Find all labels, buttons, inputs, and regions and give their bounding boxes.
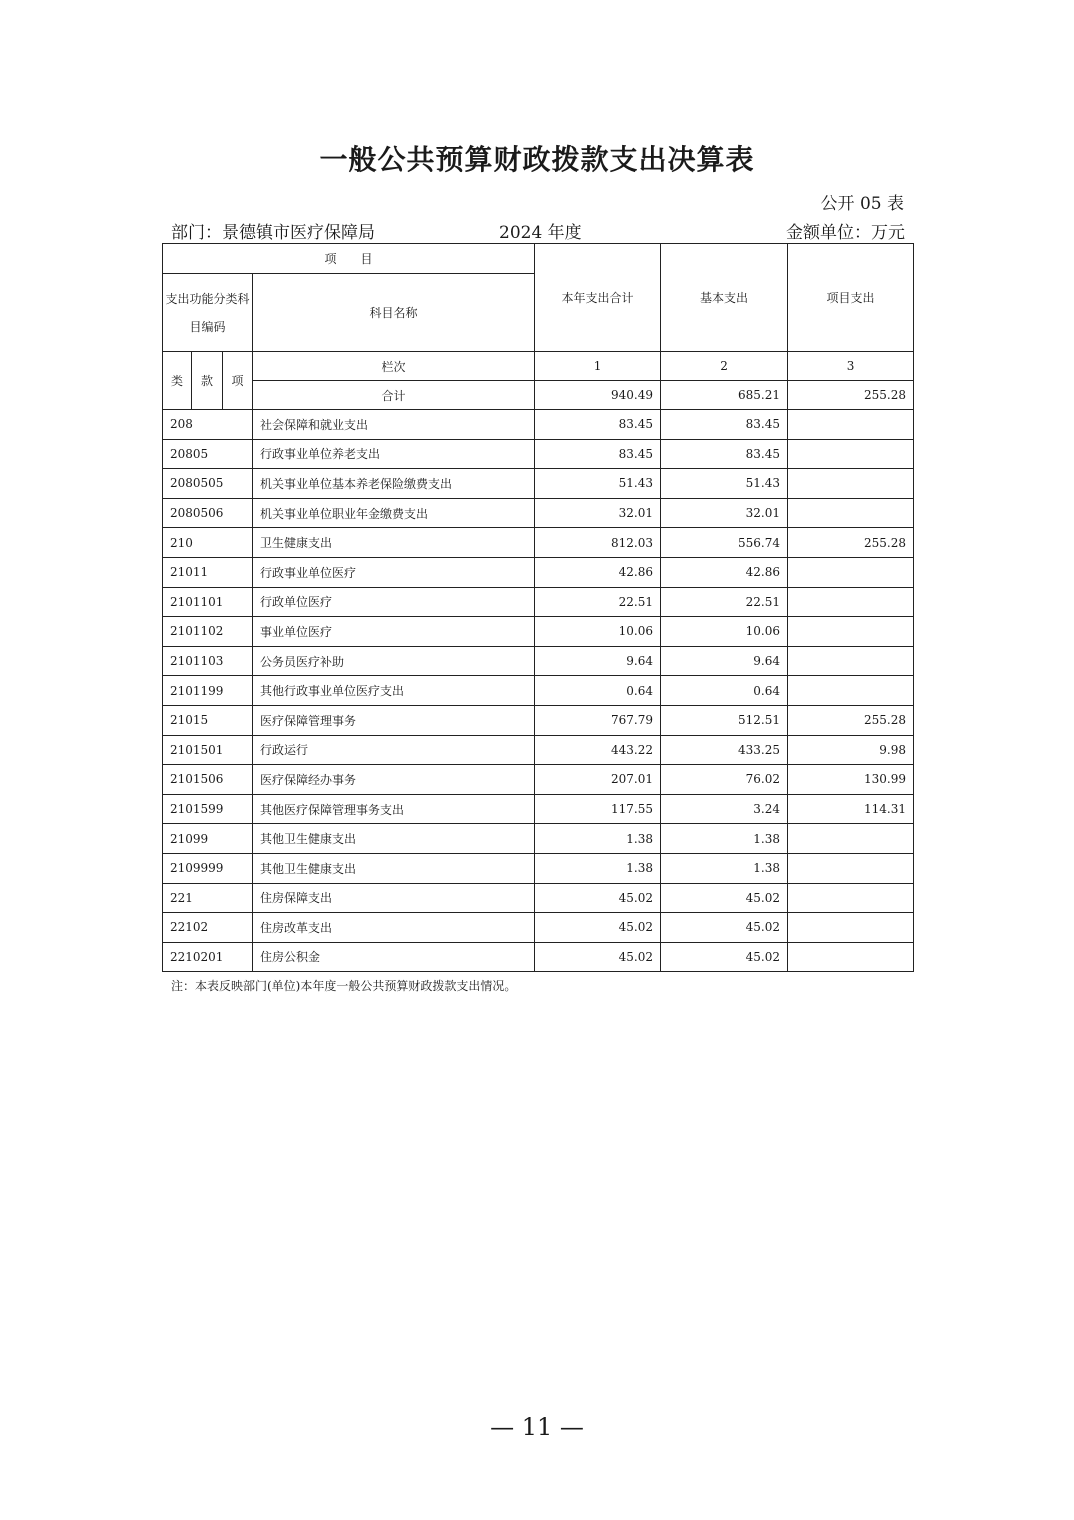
- row-total: 0.64: [535, 676, 661, 706]
- sum-total: 940.49: [535, 381, 661, 410]
- row-basic: 45.02: [661, 913, 788, 943]
- row-basic: 10.06: [661, 617, 788, 647]
- row-name: 行政运行: [253, 735, 535, 765]
- table-row: [163, 410, 914, 440]
- row-code: 22102: [163, 913, 253, 943]
- row-basic: 556.74: [661, 528, 788, 558]
- col-number-3: 3: [788, 352, 914, 381]
- sum-basic: 685.21: [661, 381, 788, 410]
- row-project: [788, 883, 914, 913]
- row-basic: 83.45: [661, 439, 788, 469]
- row-name: 其他卫生健康支出: [253, 824, 535, 854]
- row-basic: 22.51: [661, 587, 788, 617]
- row-basic: 51.43: [661, 469, 788, 499]
- row-basic: 1.38: [661, 824, 788, 854]
- row-total: 45.02: [535, 942, 661, 972]
- row-project: [788, 469, 914, 499]
- sum-label: 合计: [253, 381, 535, 410]
- row-project: [788, 942, 914, 972]
- table-row: [163, 705, 914, 735]
- table-row: [163, 557, 914, 587]
- header-xiang: 项: [223, 352, 253, 410]
- row-name: 卫生健康支出: [253, 528, 535, 558]
- table-row: [163, 676, 914, 706]
- row-total: 1.38: [535, 824, 661, 854]
- row-code: 2101506: [163, 765, 253, 795]
- row-project: 130.99: [788, 765, 914, 795]
- budget-table: [162, 243, 914, 972]
- row-name: 事业单位医疗: [253, 617, 535, 647]
- table-row: [163, 883, 914, 913]
- table-row: [163, 587, 914, 617]
- row-code: 208: [163, 410, 253, 440]
- header-total: 本年支出合计: [535, 244, 661, 352]
- row-basic: 45.02: [661, 942, 788, 972]
- header-subject-name: 科目名称: [253, 274, 535, 352]
- table-row: [163, 469, 914, 499]
- row-code: 221: [163, 883, 253, 913]
- row-basic: 9.64: [661, 646, 788, 676]
- row-project: [788, 439, 914, 469]
- page-title: 一般公共预算财政拨款支出决算表: [319, 143, 755, 176]
- year-label: 2024 年度: [499, 223, 582, 243]
- row-project: [788, 587, 914, 617]
- row-basic: 45.02: [661, 883, 788, 913]
- row-name: 住房改革支出: [253, 913, 535, 943]
- table-note: 注：本表反映部门(单位)本年度一般公共预算财政拨款支出情况。: [171, 979, 517, 993]
- row-project: [788, 913, 914, 943]
- page-number: — 11 —: [490, 1413, 584, 1441]
- row-total: 1.38: [535, 853, 661, 883]
- department-label: 部门：景德镇市医疗保障局: [171, 223, 375, 243]
- row-total: 117.55: [535, 794, 661, 824]
- row-basic: 42.86: [661, 557, 788, 587]
- row-total: 83.45: [535, 439, 661, 469]
- row-code: 21099: [163, 824, 253, 854]
- row-total: 45.02: [535, 913, 661, 943]
- row-name: 机关事业单位基本养老保险缴费支出: [253, 469, 535, 499]
- row-project: 255.28: [788, 528, 914, 558]
- meta-line: [171, 218, 905, 243]
- header-func-code: 支出功能分类科目编码: [163, 274, 253, 352]
- row-code: 210: [163, 528, 253, 558]
- row-name: 公务员医疗补助: [253, 646, 535, 676]
- row-total: 42.86: [535, 557, 661, 587]
- row-total: 10.06: [535, 617, 661, 647]
- row-basic: 76.02: [661, 765, 788, 795]
- row-name: 其他行政事业单位医疗支出: [253, 676, 535, 706]
- row-name: 医疗保障经办事务: [253, 765, 535, 795]
- table-row: [163, 794, 914, 824]
- row-name: 住房保障支出: [253, 883, 535, 913]
- row-total: 32.01: [535, 498, 661, 528]
- header-kuan: 款: [192, 352, 223, 410]
- row-total: 207.01: [535, 765, 661, 795]
- row-basic: 83.45: [661, 410, 788, 440]
- table-row: [163, 942, 914, 972]
- row-code: 20805: [163, 439, 253, 469]
- table-row: [163, 765, 914, 795]
- row-project: [788, 557, 914, 587]
- row-total: 45.02: [535, 883, 661, 913]
- row-total: 51.43: [535, 469, 661, 499]
- row-code: 2109999: [163, 853, 253, 883]
- table-row: [163, 617, 914, 647]
- table-row: [163, 528, 914, 558]
- unit-label: 金额单位：万元: [786, 223, 905, 243]
- row-code: 2210201: [163, 942, 253, 972]
- row-project: [788, 853, 914, 883]
- row-total: 767.79: [535, 705, 661, 735]
- row-project: [788, 824, 914, 854]
- sum-project: 255.28: [788, 381, 914, 410]
- row-name: 其他医疗保障管理事务支出: [253, 794, 535, 824]
- table-row: [163, 853, 914, 883]
- form-number: 公开 05 表: [820, 194, 904, 214]
- row-project: [788, 410, 914, 440]
- header-lei: 类: [163, 352, 192, 410]
- table-row: [163, 824, 914, 854]
- row-project: [788, 676, 914, 706]
- row-name: 机关事业单位职业年金缴费支出: [253, 498, 535, 528]
- row-code: 2101501: [163, 735, 253, 765]
- table-row: [163, 498, 914, 528]
- row-basic: 3.24: [661, 794, 788, 824]
- row-project: 9.98: [788, 735, 914, 765]
- header-lanci: 栏次: [253, 352, 535, 381]
- row-name: 行政事业单位养老支出: [253, 439, 535, 469]
- row-code: 2101599: [163, 794, 253, 824]
- row-total: 812.03: [535, 528, 661, 558]
- row-code: 2080505: [163, 469, 253, 499]
- row-project: [788, 646, 914, 676]
- row-total: 22.51: [535, 587, 661, 617]
- row-code: 21015: [163, 705, 253, 735]
- header-project: 项 目: [163, 244, 535, 274]
- row-basic: 32.01: [661, 498, 788, 528]
- row-name: 社会保障和就业支出: [253, 410, 535, 440]
- row-code: 2101102: [163, 617, 253, 647]
- table-row: [163, 913, 914, 943]
- row-code: 21011: [163, 557, 253, 587]
- row-name: 住房公积金: [253, 942, 535, 972]
- row-code: 2101199: [163, 676, 253, 706]
- row-project: 114.31: [788, 794, 914, 824]
- row-name: 行政事业单位医疗: [253, 557, 535, 587]
- col-number-2: 2: [661, 352, 788, 381]
- col-number-1: 1: [535, 352, 661, 381]
- header-basic: 基本支出: [661, 244, 788, 352]
- table-row: [163, 735, 914, 765]
- row-code: 2080506: [163, 498, 253, 528]
- row-project: [788, 498, 914, 528]
- row-code: 2101101: [163, 587, 253, 617]
- row-total: 443.22: [535, 735, 661, 765]
- row-basic: 0.64: [661, 676, 788, 706]
- row-code: 2101103: [163, 646, 253, 676]
- table-row: [163, 439, 914, 469]
- row-basic: 512.51: [661, 705, 788, 735]
- row-total: 83.45: [535, 410, 661, 440]
- row-total: 9.64: [535, 646, 661, 676]
- row-name: 医疗保障管理事务: [253, 705, 535, 735]
- row-basic: 433.25: [661, 735, 788, 765]
- table-row: [163, 646, 914, 676]
- row-project: 255.28: [788, 705, 914, 735]
- row-project: [788, 617, 914, 647]
- header-project-expense: 项目支出: [788, 244, 914, 352]
- row-name: 其他卫生健康支出: [253, 853, 535, 883]
- row-basic: 1.38: [661, 853, 788, 883]
- row-name: 行政单位医疗: [253, 587, 535, 617]
